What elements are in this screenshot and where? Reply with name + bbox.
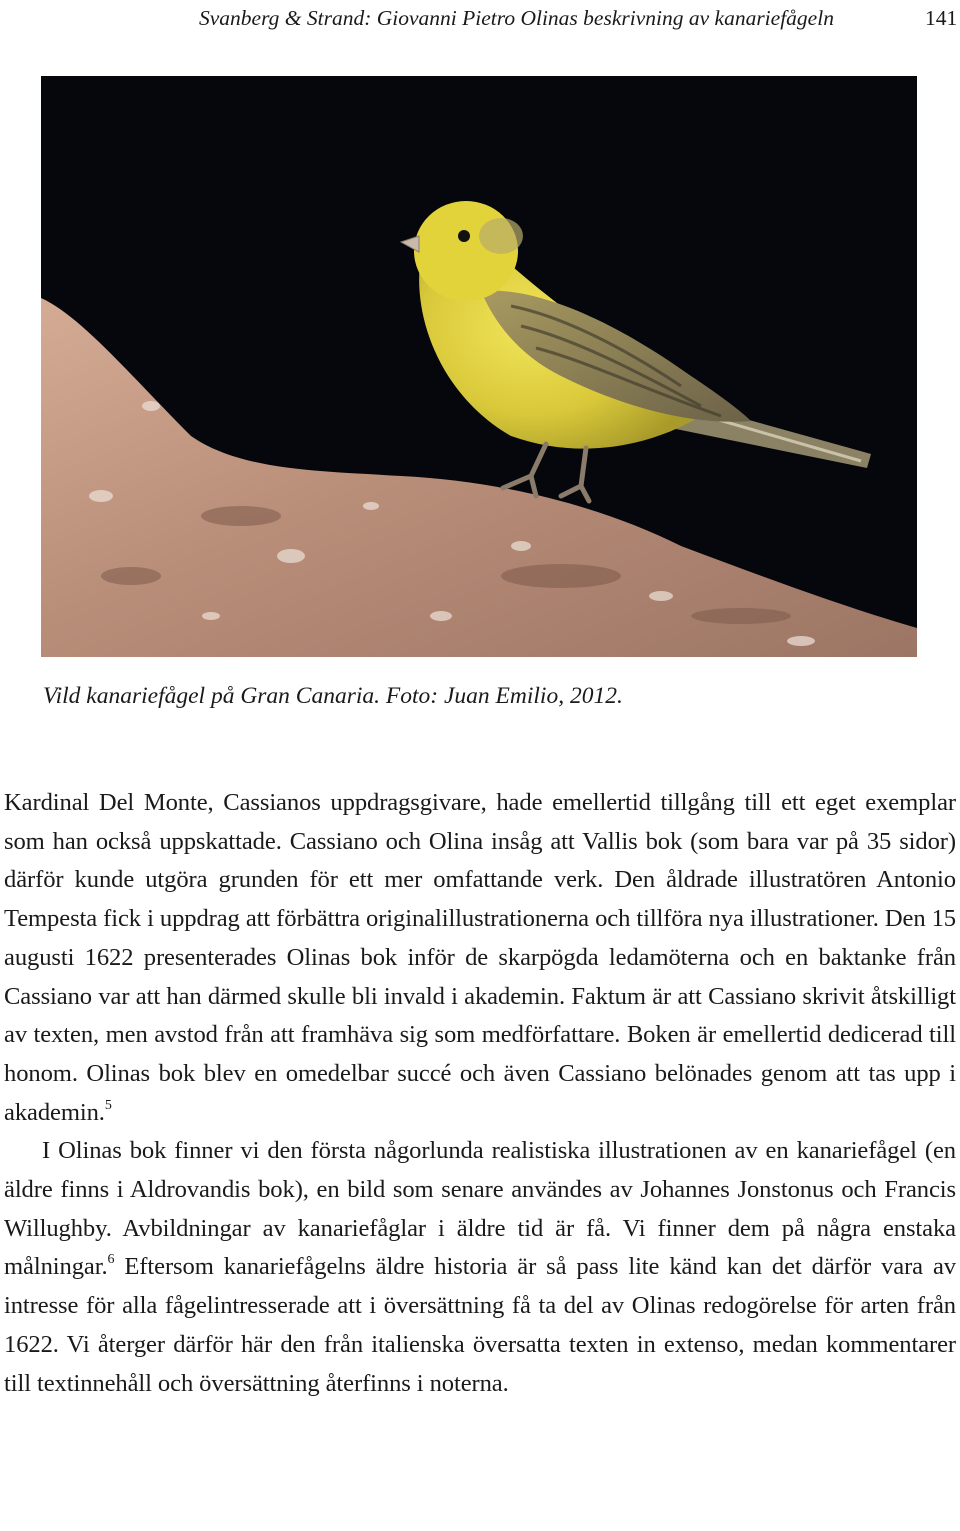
article-body [4, 784, 956, 1403]
figure-caption: Vild kanariefågel på Gran Canaria. Foto: Juan Emilio, 2012. [43, 683, 623, 709]
page-number: 141 [925, 6, 958, 30]
canary-photo [41, 76, 917, 657]
footnote-ref-5: 5 [104, 1097, 112, 1113]
paragraph-2-text-b: Eftersom kanariefågelns äldre historia är så pass lite känd kan det därför vara av intresse för alla fågelintresserade att i översättning få ta del av Olinas redogörelse för arten från 1622. Vi återger därför här den från italienska översatta texten in extenso, medan kommentarer till textinnehåll och översättning återfinns i noterna. [4, 1253, 956, 1397]
running-header-title: Svanberg & Strand: Giovanni Pietro Olinas beskrivning av kanariefågeln [199, 6, 834, 30]
bird-nape [479, 218, 523, 254]
bird-eye [458, 230, 470, 242]
running-header [0, 2, 960, 34]
canary-photo-illustration [41, 76, 917, 657]
footnote-ref-6: 6 [107, 1252, 115, 1268]
paragraph-1 [4, 784, 956, 1132]
paragraph-2-text-a: I Olinas bok finner vi den första någorlunda realistiska illustrationen av en kanariefågel (en äldre finns i Aldrovandis bok), en bild som senare användes av Johannes Jonstonus och Francis Willughby. Avbildningar av kanariefåglar i äldre tid är få. Vi finner dem på några enstaka målningar. [4, 1137, 956, 1281]
paragraph-2 [4, 1132, 956, 1403]
paragraph-1-text: Kardinal Del Monte, Cassianos uppdragsgivare, hade emellertid tillgång till ett eget exemplar som han också uppskattade. Cassiano och Olina insåg att Vallis bok (som bara var på 35 sidor) därför kunde utgöra grunden för ett mer omfattande verk. Den åldrade illustratören Antonio Tempesta fick i uppdrag att förbättra originalillustrationerna och tillföra nya illustrationer. Den 15 augusti 1622 presenterades Olinas bok inför de skarpögda ledamöterna och en baktanke från Cassiano var att han därmed skulle bli invald i akademin. Faktum är att Cassiano skrivit åtskilligt av texten, men avstod från att framhäva sig som medförfattare. Boken är emellertid dedicerad till honom. Olinas bok blev en omedelbar succé och även Cassiano belönades genom att tas upp i akademin. [4, 789, 956, 1126]
